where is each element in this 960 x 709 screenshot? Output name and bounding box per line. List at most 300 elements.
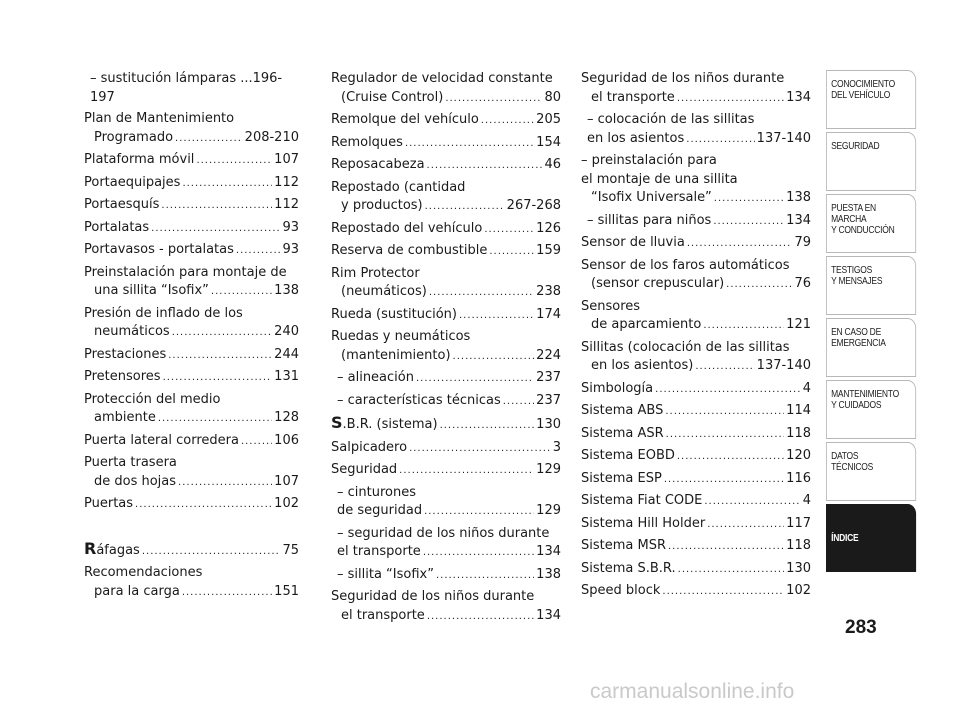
- entry-text: – sillitas para niños: [587, 212, 712, 228]
- page-ref: 120: [786, 448, 811, 463]
- page-ref: 134: [786, 89, 811, 105]
- section-tab[interactable]: [826, 256, 916, 315]
- index-entry: [84, 454, 299, 492]
- dot-leader: [135, 495, 272, 515]
- page-ref: 137-140: [756, 130, 811, 146]
- entry-line: [581, 425, 811, 445]
- entry-line: [581, 357, 811, 377]
- entry-line: [331, 414, 561, 436]
- entry-text: (mantenimiento): [341, 347, 451, 363]
- entry-line: [581, 89, 811, 109]
- page-ref: 116: [786, 470, 811, 486]
- page-ref: 267-268: [506, 198, 561, 213]
- dot-leader: [399, 461, 534, 481]
- page-number: 283: [845, 617, 877, 638]
- index-entry: [84, 70, 299, 107]
- page-ref: 130: [786, 560, 811, 576]
- section-tab-label: TESTIGOS Y MENSAJES: [831, 265, 883, 287]
- section-tab-label: PUESTA EN MARCHA Y CONDUCCIÓN: [831, 203, 895, 236]
- entry-line: [84, 432, 299, 452]
- entry-text: Puerta lateral corredera: [84, 432, 239, 448]
- index-entry: [581, 380, 811, 400]
- section-tab[interactable]: [826, 70, 916, 129]
- dot-leader: [503, 392, 534, 412]
- entry-text: Simbología: [581, 380, 654, 396]
- entry-line: [581, 582, 811, 602]
- entry-heading: Plan de Mantenimiento: [84, 111, 235, 126]
- entry-text: de aparcamiento: [591, 317, 702, 332]
- entry-text: .B.R. (sistema): [342, 417, 438, 432]
- page-ref: 112: [274, 174, 299, 190]
- page-ref: 114: [786, 403, 811, 418]
- index-entry: [84, 241, 299, 261]
- dot-leader: [666, 425, 785, 445]
- index-entry: [581, 298, 811, 336]
- section-tab[interactable]: [826, 504, 916, 572]
- page-ref: 79: [794, 235, 811, 250]
- index-entry: [331, 265, 561, 303]
- page-ref: 75: [282, 542, 299, 558]
- dot-leader: [427, 156, 543, 176]
- entry-line: [581, 470, 811, 490]
- entry-line: [84, 323, 299, 343]
- entry-text: Reserva de combustible: [331, 243, 488, 258]
- dot-leader: [163, 368, 273, 388]
- index-entry: [331, 414, 561, 436]
- entry-text: (sensor crepuscular): [591, 276, 725, 291]
- page-ref: 208-210: [244, 129, 299, 145]
- index-entry: [331, 566, 561, 586]
- dot-leader: [175, 129, 243, 149]
- index-entry: [581, 470, 811, 490]
- entry-heading: Repostado (cantidad: [331, 179, 466, 195]
- dot-leader: [707, 515, 784, 535]
- page-ref: 118: [786, 538, 811, 553]
- section-tab-label: MANTENIMIENTO Y CUIDADOS: [831, 389, 899, 411]
- section-tabs: [826, 70, 916, 575]
- dot-leader: [677, 89, 784, 109]
- entry-line: [331, 134, 561, 154]
- entry-line: [331, 89, 561, 109]
- entry-heading: – preinstalación para: [581, 153, 717, 168]
- index-entry: [581, 425, 811, 445]
- dot-leader: [664, 470, 784, 490]
- entry-text: Speed block: [581, 583, 661, 598]
- page-ref: 174: [536, 306, 561, 322]
- index-column-2: [331, 70, 561, 629]
- entry-heading: Protección del medio: [84, 391, 221, 407]
- entry-line: [331, 242, 561, 262]
- entry-line: [581, 447, 811, 467]
- index-entry: [581, 537, 811, 557]
- entry-line: [331, 111, 561, 131]
- entry-text: Salpicadero: [331, 439, 408, 455]
- entry-line: [84, 473, 299, 493]
- entry-text: Puertas: [84, 496, 134, 511]
- page-ref: 126: [536, 220, 561, 236]
- page-ref: 151: [274, 583, 299, 599]
- index-entry: [331, 242, 561, 262]
- entry-text: el transporte: [337, 544, 421, 559]
- dot-leader: [704, 492, 800, 512]
- section-tab-label: ÍNDICE: [831, 533, 859, 544]
- entry-text: 197: [90, 89, 115, 105]
- entry-text: el transporte: [341, 607, 425, 623]
- page-ref: 117: [786, 515, 811, 531]
- page-ref: 130: [536, 417, 561, 432]
- entry-text: – características técnicas: [337, 392, 501, 408]
- index-entry: [331, 70, 561, 108]
- index-entry: [581, 402, 811, 422]
- page-ref: 159: [536, 243, 561, 258]
- entry-line: [581, 275, 811, 295]
- entry-line: [331, 392, 561, 412]
- dot-leader: [484, 220, 534, 240]
- index-entry: [331, 306, 561, 326]
- entry-text: Portavasos - portalatas: [84, 242, 234, 257]
- initial-letter: R: [84, 538, 97, 558]
- dot-leader: [182, 174, 272, 194]
- index-entry: [581, 560, 811, 580]
- page-ref: 106: [274, 432, 299, 448]
- entry-line: [84, 368, 299, 388]
- entry-text: en los asientos: [587, 130, 685, 146]
- entry-line: [84, 89, 299, 108]
- page-ref: 93: [282, 242, 299, 257]
- entry-text: Programado: [94, 129, 174, 145]
- page-ref: 205: [536, 112, 561, 127]
- entry-line: [581, 380, 811, 400]
- page-ref: 244: [274, 346, 299, 362]
- index-entry: [331, 392, 561, 412]
- dot-leader: [459, 306, 534, 326]
- entry-heading: Seguridad de los niños durante: [581, 71, 785, 86]
- entry-text: Portaequipajes: [84, 174, 181, 190]
- entry-text: Remolque del vehículo: [331, 112, 479, 127]
- page-ref: 138: [536, 566, 561, 582]
- entry-line: [331, 283, 561, 303]
- index-column-3: [581, 70, 811, 605]
- entry-line: [84, 241, 299, 261]
- entry-heading: Puerta trasera: [84, 455, 177, 470]
- dot-leader: [405, 134, 534, 154]
- page-ref: 76: [794, 276, 811, 291]
- index-entry: [331, 156, 561, 176]
- entry-heading: Presión de inflado de los: [84, 305, 243, 321]
- dot-leader: [714, 189, 784, 209]
- page-ref: 224: [536, 347, 561, 363]
- entry-line: [581, 130, 811, 150]
- entry-heading: Preinstalación para montaje de: [84, 264, 287, 280]
- index-entry: [581, 152, 811, 209]
- entry-heading: Sillitas (colocación de las sillitas: [581, 339, 790, 355]
- section-tab-label: CONOCIMIENTO DEL VEHÍCULO: [831, 79, 895, 101]
- dot-leader: [445, 89, 542, 109]
- entry-line: [581, 492, 811, 512]
- index-entry: [581, 582, 811, 602]
- entry-text: ambiente: [94, 410, 156, 425]
- page-ref: 112: [274, 197, 299, 212]
- page-ref: 128: [274, 410, 299, 425]
- page-ref: 118: [786, 425, 811, 441]
- index-entry: [331, 179, 561, 217]
- dot-leader: [158, 409, 272, 429]
- entry-text: Sistema S.B.R.: [581, 560, 676, 576]
- entry-heading: – seguridad de los niños durante: [337, 525, 550, 541]
- dot-leader: [695, 357, 754, 377]
- dot-leader: [151, 219, 280, 239]
- dot-leader: [236, 241, 281, 261]
- entry-text: una sillita “Isofix”: [94, 283, 209, 298]
- page-ref: 129: [536, 503, 561, 518]
- initial-letter: S: [331, 413, 343, 432]
- dot-leader: [211, 282, 272, 302]
- page-ref: 134: [786, 212, 811, 228]
- page-ref: 107: [274, 152, 299, 167]
- section-tab[interactable]: [826, 318, 916, 377]
- entry-line: [581, 189, 811, 209]
- entry-text: – alineación: [337, 370, 414, 385]
- entry-text: Sistema EOBD: [581, 448, 675, 463]
- entry-line: [331, 439, 561, 459]
- page-ref: 240: [274, 324, 299, 339]
- dot-leader: [655, 380, 801, 400]
- dot-leader: [424, 502, 534, 522]
- entry-text: Portalatas: [84, 219, 150, 235]
- entry-line: [84, 129, 299, 149]
- index-entry: [331, 484, 561, 522]
- dot-leader: [409, 439, 551, 459]
- index-entry: [84, 564, 299, 602]
- entry-heading: Sensor de los faros automáticos: [581, 257, 790, 273]
- page-ref: 154: [536, 134, 561, 150]
- section-tab-label: SEGURIDAD: [831, 141, 880, 152]
- dot-leader: [436, 566, 534, 586]
- index-entry: [581, 339, 811, 377]
- entry-text: (neumáticos): [341, 284, 427, 299]
- entry-heading-2: el montaje de una sillita: [581, 171, 738, 187]
- index-entry: [581, 70, 811, 108]
- entry-heading: Regulador de velocidad constante: [331, 71, 553, 86]
- index-entry: [331, 588, 561, 626]
- entry-text: Plataforma móvil: [84, 152, 195, 167]
- entry-text: el transporte: [591, 89, 675, 105]
- page-ref: 134: [536, 544, 561, 559]
- page-ref: 237: [536, 370, 561, 385]
- section-tab[interactable]: [826, 132, 916, 191]
- index-column-1: [84, 70, 299, 605]
- index-entry: [581, 234, 811, 254]
- dot-leader: [665, 402, 784, 422]
- index-entry: [331, 461, 561, 481]
- entry-text: Sistema Fiat CODE: [581, 493, 703, 508]
- index-entry: [84, 391, 299, 429]
- index-entry: [84, 346, 299, 366]
- dot-leader: [678, 560, 785, 580]
- entry-text: Reposacabeza: [331, 157, 425, 172]
- page-ref: 138: [274, 283, 299, 298]
- entry-line: [331, 461, 561, 481]
- entry-line: [581, 234, 811, 254]
- index-entry: [84, 264, 299, 302]
- dot-leader: [416, 369, 534, 389]
- entry-text: Rueda (sustitución): [331, 306, 457, 322]
- index-entry: [331, 525, 561, 563]
- entry-line: [84, 174, 299, 194]
- entry-line: [331, 369, 561, 389]
- spacer: [84, 518, 299, 540]
- entry-line: [331, 220, 561, 240]
- entry-line: [84, 196, 299, 216]
- index-entry: [84, 540, 299, 562]
- entry-line: [581, 537, 811, 557]
- dot-leader: [489, 242, 534, 262]
- entry-line: [331, 502, 561, 522]
- page-ref: 102: [786, 583, 811, 598]
- entry-line: [581, 515, 811, 535]
- index-entry: [84, 196, 299, 216]
- dot-leader: [703, 316, 784, 336]
- page-ref: 3: [552, 439, 561, 455]
- entry-text: Sistema ASR: [581, 425, 664, 441]
- entry-heading: Seguridad de los niños durante: [331, 589, 535, 604]
- entry-line: [331, 306, 561, 326]
- dot-leader: [161, 196, 272, 216]
- section-tab-label: EN CASO DE EMERGENCIA: [831, 327, 886, 349]
- index-entry: [331, 328, 561, 366]
- index-entry: [84, 305, 299, 343]
- entry-heading: Ruedas y neumáticos: [331, 329, 471, 344]
- index-entry: [84, 432, 299, 452]
- index-entry: [331, 369, 561, 389]
- entry-text: Prestaciones: [84, 346, 167, 362]
- entry-line: [331, 347, 561, 367]
- entry-heading: Rim Protector: [331, 265, 420, 281]
- index-entry: [581, 492, 811, 512]
- dot-leader: [168, 346, 272, 366]
- entry-text: y productos): [341, 198, 423, 213]
- entry-text: áfagas: [96, 542, 140, 558]
- index-entry: [331, 220, 561, 240]
- dot-leader: [726, 275, 792, 295]
- entry-text: Sistema Hill Holder: [581, 515, 706, 531]
- entry-heading: Recomendaciones: [84, 565, 203, 580]
- dot-leader: [425, 197, 505, 217]
- section-tab-label: DATOS TÉCNICOS: [831, 451, 873, 473]
- entry-line: [331, 566, 561, 586]
- index-entry: [581, 515, 811, 535]
- entry-line: [331, 543, 561, 563]
- page-ref: 129: [536, 462, 561, 477]
- section-tab[interactable]: [826, 380, 916, 439]
- entry-text: Portaesquís: [84, 197, 160, 212]
- entry-text: neumáticos: [94, 324, 170, 339]
- dot-leader: [713, 212, 784, 232]
- page-ref: 4: [802, 380, 811, 396]
- entry-text: Remolques: [331, 134, 403, 150]
- entry-line: [331, 156, 561, 176]
- page-ref: 137-140: [756, 358, 811, 373]
- entry-text: de seguridad: [337, 503, 423, 518]
- dot-leader: [427, 607, 534, 627]
- dot-leader: [440, 416, 535, 436]
- entry-line: [581, 560, 811, 580]
- entry-text: Seguridad: [331, 462, 398, 477]
- index-entry: [84, 219, 299, 239]
- section-tab[interactable]: [826, 442, 916, 501]
- entry-line: [84, 219, 299, 239]
- dot-leader: [686, 130, 754, 150]
- dot-leader: [668, 537, 784, 557]
- page-ref: 121: [786, 317, 811, 332]
- watermark: carmanualsonline.info: [590, 680, 795, 703]
- dot-leader: [662, 582, 784, 602]
- index-entry: [581, 111, 811, 149]
- page-ref: 237: [536, 392, 561, 408]
- entry-text: de dos hojas: [94, 473, 177, 489]
- entry-line: [84, 346, 299, 366]
- entry-line: [581, 212, 811, 232]
- entry-heading: – sustitución lámparas ...196-: [90, 71, 283, 86]
- dot-leader: [429, 283, 534, 303]
- dot-leader: [241, 432, 272, 452]
- index-entry: [581, 257, 811, 295]
- index-entry: [84, 495, 299, 515]
- page-ref: 131: [274, 369, 299, 384]
- entry-heading: – cinturones: [337, 484, 416, 500]
- dot-leader: [677, 447, 784, 467]
- entry-line: [84, 151, 299, 171]
- entry-text: – sillita “Isofix”: [337, 566, 434, 582]
- dot-leader: [196, 151, 272, 171]
- entry-line: [331, 607, 561, 627]
- index-entry: [581, 212, 811, 232]
- index-entry: [331, 111, 561, 131]
- entry-line: [84, 583, 299, 603]
- page-ref: 107: [274, 473, 299, 489]
- index-entry: [84, 110, 299, 148]
- dot-leader: [453, 347, 535, 367]
- entry-text: para la carga: [94, 583, 180, 599]
- entry-text: Sistema ESP: [581, 470, 662, 486]
- entry-line: [581, 316, 811, 336]
- dot-leader: [182, 583, 272, 603]
- entry-line: [84, 540, 299, 562]
- entry-text: (Cruise Control): [341, 89, 444, 105]
- entry-text: en los asientos): [591, 358, 694, 373]
- page-ref: 4: [802, 493, 811, 508]
- entry-text: Pretensores: [84, 369, 161, 384]
- index-entry: [84, 174, 299, 194]
- dot-leader: [687, 234, 793, 254]
- dot-leader: [142, 542, 281, 562]
- index-entry: [331, 134, 561, 154]
- index-entry: [84, 151, 299, 171]
- entry-text: Sistema ABS: [581, 403, 664, 418]
- page-ref: 102: [274, 496, 299, 511]
- section-tab[interactable]: [826, 194, 916, 253]
- page-ref: 238: [536, 284, 561, 299]
- index-entry: [581, 447, 811, 467]
- page-ref: 46: [544, 157, 561, 172]
- entry-line: [84, 495, 299, 515]
- page-ref: 93: [282, 219, 299, 235]
- page-ref: 134: [536, 607, 561, 623]
- entry-text: “Isofix Universale”: [591, 190, 712, 205]
- entry-text: Repostado del vehículo: [331, 220, 483, 236]
- entry-heading: – colocación de las sillitas: [587, 112, 755, 127]
- page-ref: 138: [786, 190, 811, 205]
